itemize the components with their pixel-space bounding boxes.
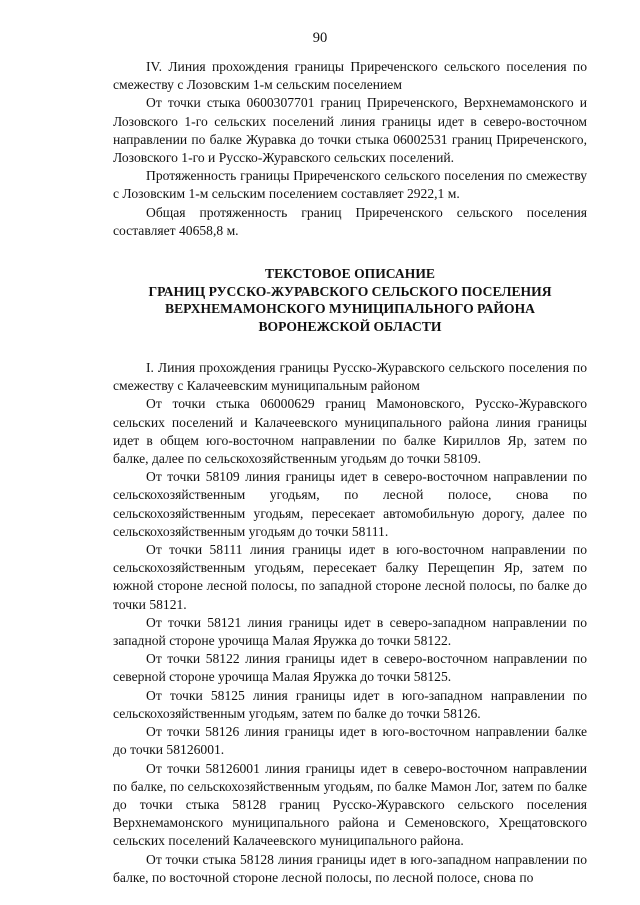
paragraph: Протяженность границы Приреченского сельского поселения по смежеству с Лозовским 1-м сельским поселением составляет 2922,1 м. [113, 168, 587, 202]
paragraph: От точки 58109 линия границы идет в северо-восточном направлении по сельскохозяйственным угодьям, по лесной полосе, снова по сельскохозяйственным угодьям, пересекает автомобильную дорогу, далее по сельскохозяйственным угодьям до точки 58111. [113, 469, 587, 539]
heading-line: ГРАНИЦ РУССКО-ЖУРАВСКОГО СЕЛЬСКОГО ПОСЕЛЕНИЯ [148, 283, 552, 299]
paragraph: От точки стыка 58128 линия границы идет в юго-западном направлении по балке, по восточной стороне лесной полосы, по лесной полосе, снова по [113, 851, 587, 885]
paragraph: От точки 58126 линия границы идет в юго-восточном направлении балке до точки 58126001. [113, 724, 587, 758]
paragraph: От точки стыка 06000629 границ Мамоновского, Русско-Журавского сельских поселений и Калачеевского муниципального района линия границы идет в общем юго-восточном направлении по балке Кириллов Яр, затем по балке, далее по сельскохозяйственным угодьям до точки 58109. [113, 396, 587, 467]
paragraph: От точки 58121 линия границы идет в северо-западном направлении по западной стороне урочища Малая Яружка до точки 58122. [113, 614, 587, 649]
paragraph: От точки 58126001 линия границы идет в северо-восточном направлении по балке, по сельскохозяйственным угодьям, по балке Мамон Лог, затем по балке до точки стыка 58128 границ Русско-Журавского сельского поселения Верхнемамонского муниципального района и Семеновского, Хрещатовского сельских поселений Калачеевского муниципального района. [113, 760, 587, 849]
document-body [113, 58, 587, 887]
heading-line: ВОРОНЕЖСКОЙ ОБЛАСТИ [258, 318, 442, 334]
paragraph: От точки 58122 линия границы идет в северо-восточном направлении по северной стороне урочища Малая Яружка до точки 58125. [113, 651, 587, 685]
page-number: 90 [312, 30, 328, 46]
paragraph: От точки 58125 линия границы идет в юго-западном направлении по сельскохозяйственным угодьям, затем по балке до точки 58126. [113, 687, 587, 721]
paragraph: От точки 58111 линия границы идет в юго-восточном направлении по сельскохозяйственным угодьям, пересекает балку Перещепин Яр, затем по южной стороне лесной полосы, по западной стороне лесной полосы, по балке до точки 58121. [113, 542, 587, 612]
paragraph: Общая протяженность границ Приреченского сельского поселения составляет 40658,8 м. [113, 204, 587, 238]
heading-line: ТЕКСТОВОЕ ОПИСАНИЕ [265, 266, 435, 282]
paragraph: I. Линия прохождения границы Русско-Журавского сельского поселения по смежеству с Калачеевским муниципальным районом [113, 360, 587, 394]
paragraph: От точки стыка 0600307701 границ Приреченского, Верхнемамонского и Лозовского 1-го сельских поселений линия границы идет в северо-восточном направлении по балке Журавка до точки стыка 06002531 границ Приреченского, Лозовского 1-го и Русско-Журавского сельских поселений. [113, 95, 587, 166]
heading-line: ВЕРХНЕМАМОНСКОГО МУНИЦИПАЛЬНОГО РАЙОНА [165, 301, 535, 317]
section-heading [113, 265, 587, 335]
paragraph: IV. Линия прохождения границы Приреченского сельского поселения по смежеству с Лозовским 1-м сельским поселением [113, 59, 587, 93]
